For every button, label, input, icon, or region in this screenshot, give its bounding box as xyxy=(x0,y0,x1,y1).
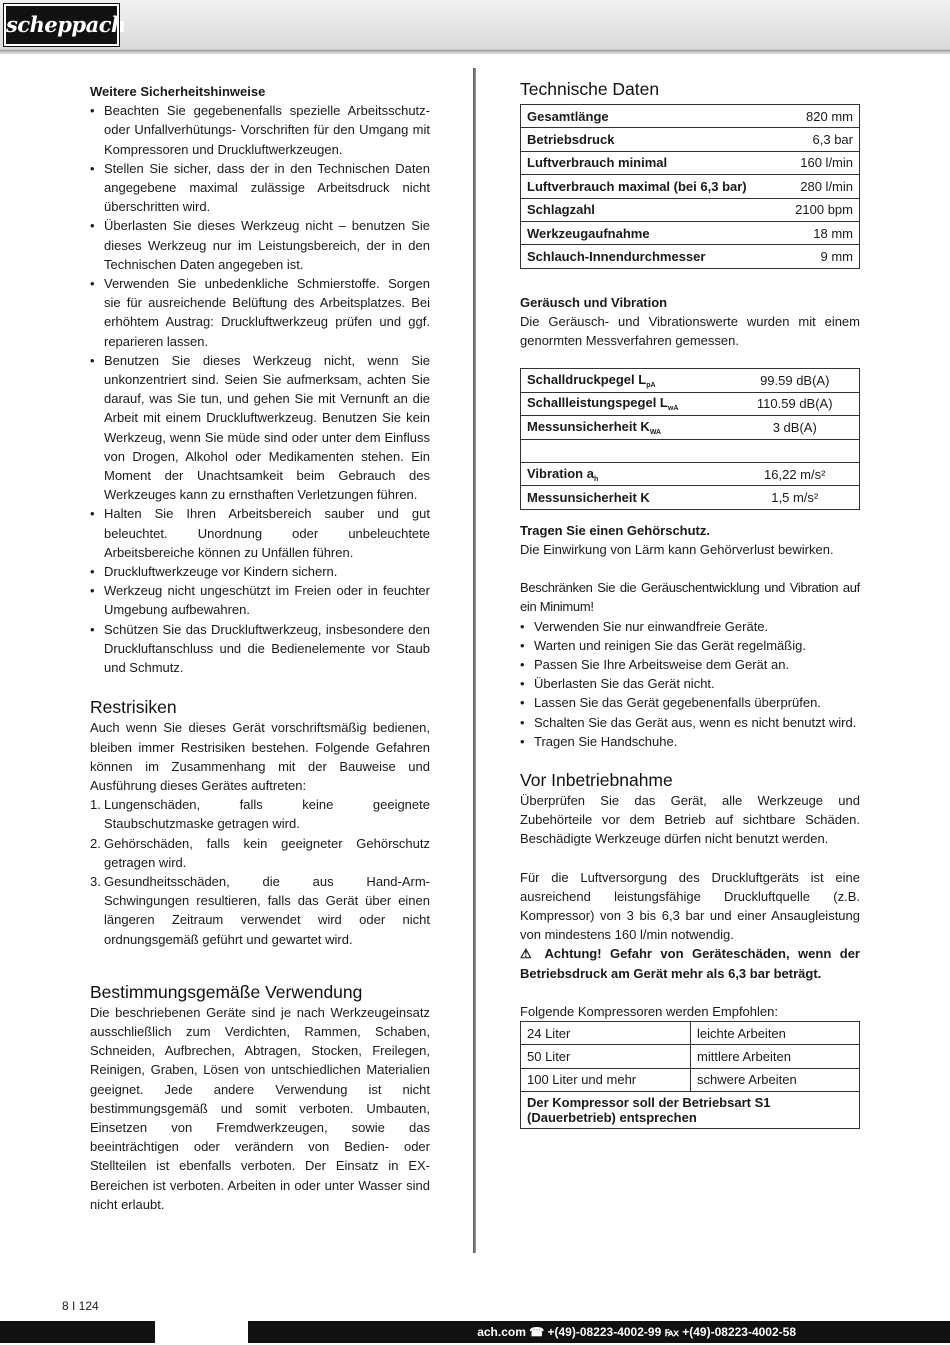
hearing-title: Tragen Sie einen Gehörschutz. xyxy=(520,522,710,538)
list-item: • Schalten Sie das Gerät aus, wenn es nicht benutzt wird. xyxy=(520,713,860,732)
table-row-empty xyxy=(521,439,860,462)
start-text-1: Überprüfen Sie das Gerät, alle Werkzeuge und Zubehörteile vor dem Betrieb auf sichtbare Schäden. Beschädigte Werkzeuge dürfen nicht benutzt werden. xyxy=(520,792,860,847)
list-item: • Verwenden Sie unbedenkliche Schmierstoffe. Sorgen sie für ausreichende Belüftung des Arbeitsplatzes. Bei erhöhtem Austrag: Druckluftwerkzeug prüfen und ggf. reparieren lassen. xyxy=(90,274,430,351)
list-item: • Passen Sie Ihre Arbeitsweise dem Gerät an. xyxy=(520,655,860,674)
table-row: Messunsicherheit $K_{WA}$ 3 dB(A) xyxy=(521,416,860,439)
right-column xyxy=(520,78,860,1129)
list-item: • Lassen Sie das Gerät gegebenenfalls überprüfen. xyxy=(520,693,860,712)
table-row: Luftverbrauch minimal 160 l/min xyxy=(521,151,860,174)
footer-bar xyxy=(0,1321,950,1343)
warning-text: ⚠ Achtung! Gefahr von Geräteschäden, wenn der Betriebsdruck am Gerät mehr als 6,3 bar beträgt. xyxy=(520,946,860,981)
list-item: 3. Gesundheitsschäden, die aus Hand-Arm- Schwingungen resultieren, falls das Gerät über einen längeren Zeitraum verwendet wird oder nicht ordnungsgemäß geführt und gewartet wird. xyxy=(90,873,430,947)
limit-text: Beschränken Sie die Geräuschentwicklung und Vibration auf ein Minimum! xyxy=(520,580,860,615)
compressor-intro: Folgende Kompressoren werden Empfohlen: xyxy=(520,1003,778,1019)
table-row: Gesamtlänge 820 mm xyxy=(521,105,860,128)
list-item: • Beachten Sie gegebenenfalls spezielle Arbeitsschutz- oder Unfallverhütungs- Vorschriften für den Umgang mit Kompressoren und Druckluftwerkzeugen. xyxy=(90,101,430,159)
footer-gap xyxy=(155,1321,248,1343)
safety-title: Weitere Sicherheitshinweise xyxy=(90,84,266,99)
list-item: • Überlasten Sie dieses Werkzeug nicht – benutzen Sie dieses Werkzeug nur im Leistungsbereich, der in den Technischen Daten angegeben ist. xyxy=(90,216,430,274)
header-shadow xyxy=(0,50,950,55)
table-row: Werkzeugaufnahme 18 mm xyxy=(521,221,860,244)
table-row: Schlagzahl 2100 bpm xyxy=(521,198,860,221)
compressor-table xyxy=(520,1021,860,1129)
table-row: Messunsicherheit K 1,5 m/s² xyxy=(521,486,860,509)
noise-table xyxy=(520,368,860,509)
table-row: Vibration $a_h$ 16,22 m/s² xyxy=(521,462,860,485)
list-item: • Benutzen Sie dieses Werkzeug nicht, wenn Sie unkonzentriert sind. Seien Sie aufmerksam, achten Sie darauf, was Sie tun, und gehen Sie mit Vernunft an die Arbeit mit einem Druckluftwerkzeug. Benutzen Sie kein Werkzeug, wenn Sie müde sind oder unter dem Einfluss von Drogen, Alkohol oder Medikamenten stehen. Ein Moment der Unachtsamkeit beim Gebrauch des Werkzeuges kann zu ernsthaften Verletzungen führen. xyxy=(90,351,430,505)
footer-contact: ach.com ☎ +(49)-08223-4002-99 ℻ +(49)-08223-4002-58 xyxy=(477,1325,796,1339)
tech-title: Technische Daten xyxy=(520,79,660,99)
start-title: Vor Inbetriebnahme xyxy=(520,769,673,790)
list-item: • Überlasten Sie das Gerät nicht. xyxy=(520,674,860,693)
table-row: 100 Liter und mehr schwere Arbeiten xyxy=(521,1068,860,1091)
table-row: 24 Liter leichte Arbeiten xyxy=(521,1021,860,1044)
list-item: • Werkzeug nicht ungeschützt im Freien oder in feuchter Umgebung aufbewahren. xyxy=(90,581,430,619)
table-row: Schalldruckpegel $L_{pA}$ 99.59 dB(A) xyxy=(521,369,860,392)
start-text-2: Für die Luftversorgung des Druckluftgeräts ist eine ausreichend leistungsfähige Druckluftquelle (z.B. Kompressor) von 3 bis 6,3 bar und einer Ansaugleistung von mindestens 160 l/min notwendig. xyxy=(520,869,860,943)
page-number: 8 I 124 xyxy=(62,1299,99,1313)
table-row: Der Kompressor soll der Betriebsart S1 (Dauerbetrieb) entsprechen xyxy=(521,1092,860,1129)
list-item: 2. Gehörschäden, falls kein geeigneter Gehörschutz getragen wird. xyxy=(90,835,430,870)
brand-logo: scheppach xyxy=(4,4,119,46)
left-column xyxy=(90,82,430,1214)
page-header xyxy=(0,0,950,50)
safety-list xyxy=(90,101,430,677)
limit-list xyxy=(520,617,860,751)
list-item: • Druckluftwerkzeuge vor Kindern sichern. xyxy=(90,562,430,581)
noise-text: Die Geräusch- und Vibrationswerte wurden mit einem genormten Messverfahren gemessen. xyxy=(520,313,860,349)
use-title: Bestimmungsgemäße Verwendung xyxy=(90,981,363,1002)
list-item: • Schützen Sie das Druckluftwerkzeug, insbesondere den Druckluftanschluss und die Bedienelemente vor Staub und Schmutz. xyxy=(90,620,430,678)
column-divider xyxy=(473,68,476,1253)
table-row: Schlauch-Innendurchmesser 9 mm xyxy=(521,245,860,268)
rest-list xyxy=(90,795,430,949)
rest-intro: Auch wenn Sie dieses Gerät vorschriftsmäßig bedienen, bleiben immer Restrisiken bestehen. Folgende Gefahren können im Zusammenhang mit der Bauweise und Ausführung dieses Gerätes auftreten: xyxy=(90,720,430,793)
table-row: 50 Liter mittlere Arbeiten xyxy=(521,1045,860,1068)
list-item: • Warten und reinigen Sie das Gerät regelmäßig. xyxy=(520,636,860,655)
list-item: 1. Lungenschäden, falls keine geeignete Staubschutzmaske getragen wird. xyxy=(90,797,430,832)
table-row: Luftverbrauch maximal (bei 6,3 bar) 280 l/min xyxy=(521,175,860,198)
list-item: • Stellen Sie sicher, dass der in den Technischen Daten angegebene maximal zulässige Arbeitsdruck nicht überschritten wird. xyxy=(90,159,430,217)
hearing-text: Die Einwirkung von Lärm kann Gehörverlust bewirken. xyxy=(520,541,834,557)
rest-title: Restrisiken xyxy=(90,697,177,718)
list-item: • Tragen Sie Handschuhe. xyxy=(520,732,860,751)
table-row: Schallleistungspegel $L_{wA}$ 110.59 dB(A) xyxy=(521,392,860,415)
list-item: • Halten Sie Ihren Arbeitsbereich sauber und gut beleuchtet. Unordnung oder unbeleuchtete Arbeitsbereiche können zu Unfällen führen. xyxy=(90,504,430,562)
use-text: Die beschriebenen Geräte sind je nach Werkzeugeinsatz ausschließlich zum Verdichten, Rammen, Schaben, Schneiden, Aufbrechen, Abtragen, Stocken, Freilegen, Reinigen, Graben, Lösen von untschiedlichen Materialien geeignet. Jede andere Verwendung ist nicht bestimmungsgemäß und somit verboten. Umbauten, Einsetzen von Fremdwerkzeugen, sowie das beeinträchtigen oder verändern von Bedien- oder Stellteilen ist ebenfalls verboten. Der Einsatz in EX-Bereichen ist verboten. Arbeiten in oder unter Wasser sind nicht erlaubt. xyxy=(90,1004,430,1212)
table-row: Betriebsdruck 6,3 bar xyxy=(521,128,860,151)
noise-title: Geräusch und Vibration xyxy=(520,294,668,310)
list-item: • Verwenden Sie nur einwandfreie Geräte. xyxy=(520,617,860,636)
tech-data-table xyxy=(520,104,860,269)
